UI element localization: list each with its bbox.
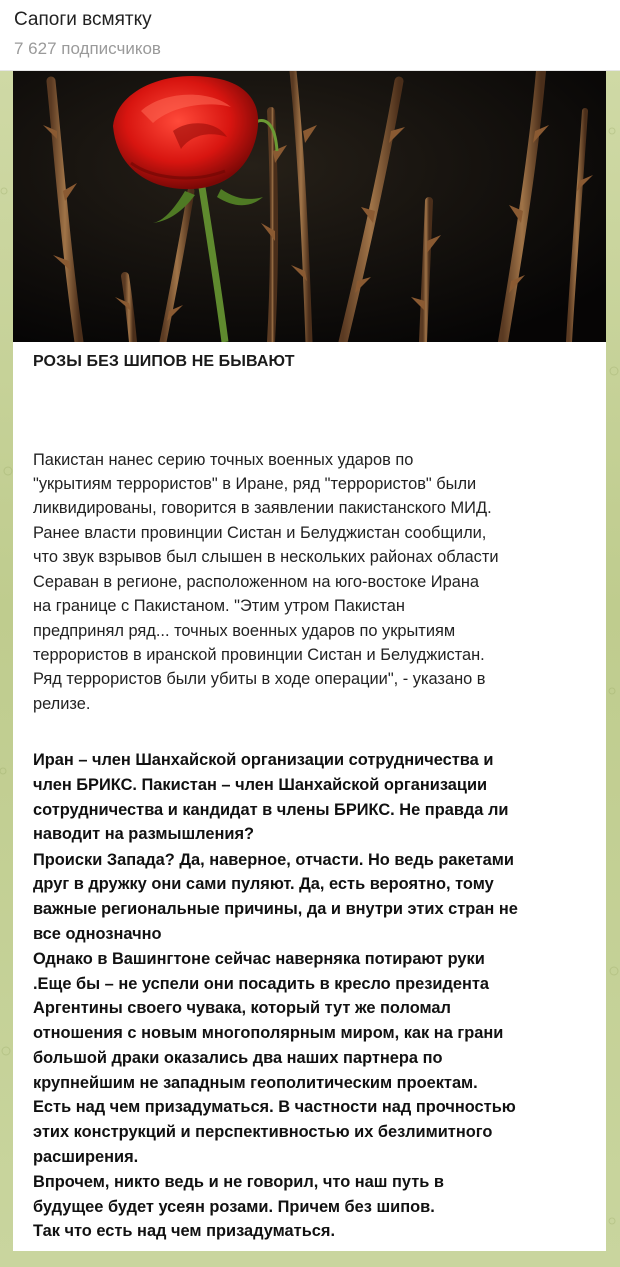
- text-line: ликвидированы, говорится в заявлении пакистанского МИД.: [33, 499, 492, 517]
- text-line: будущее будет усеян розами. Причем без шипов.: [33, 1198, 435, 1216]
- post-bubble: [13, 71, 606, 1251]
- text-line: важные региональные причины, да и внутри этих стран не: [33, 900, 518, 918]
- text-line: Так что есть над чем призадуматься.: [33, 1222, 336, 1240]
- channel-title[interactable]: Сапоги всмятку: [14, 9, 152, 30]
- text-line: крупнейшим не западным геополитическим проектам.: [33, 1074, 478, 1092]
- text-line: Впрочем, никто ведь и не говорил, что наш путь в: [33, 1173, 444, 1191]
- text-line: Сераван в регионе, расположенном на юго-востоке Ирана: [33, 573, 479, 591]
- text-line: Есть над чем призадуматься. В частности над прочностью: [33, 1098, 516, 1116]
- channel-header[interactable]: [0, 0, 620, 71]
- text-line: .Еще бы – не успели они посадить в кресло президента: [33, 975, 490, 993]
- text-line: большой драки оказались два наших партнера по: [33, 1049, 443, 1067]
- rose-with-thorns-image[interactable]: [13, 71, 606, 342]
- text-line: релизе.: [33, 695, 91, 713]
- text-line: Однако в Вашингтоне сейчас наверняка потирают руки: [33, 950, 485, 968]
- subscriber-count: 7 627 подписчиков: [14, 39, 161, 58]
- text-line: этих конструкций и перспективностью их безлимитного: [33, 1123, 493, 1141]
- text-line: на границе с Пакистаном. "Этим утром Пакистан: [33, 597, 405, 615]
- text-line: что звук взрывов был слышен в нескольких районах области: [33, 548, 499, 566]
- text-line: Ряд террористов были убиты в ходе операции", - указано в: [33, 670, 486, 688]
- text-line: наводит на размышления?: [33, 825, 255, 843]
- text-line: Пакистан нанес серию точных военных ударов по: [33, 451, 414, 469]
- post-title: РОЗЫ БЕЗ ШИПОВ НЕ БЫВАЮТ: [33, 353, 295, 370]
- text-line: предпринял ряд... точных военных ударов по укрытиям: [33, 622, 456, 640]
- text-line: Аргентины своего чувака, который тут же поломал: [33, 999, 451, 1017]
- text-line: Происки Запада? Да, наверное, отчасти. Но ведь ракетами: [33, 851, 514, 869]
- text-line: член БРИКС. Пакистан – член Шанхайской организации: [33, 776, 488, 794]
- text-line: друг в дружку они сами пуляют. Да, есть вероятно, тому: [33, 875, 494, 893]
- text-line: расширения.: [33, 1148, 139, 1166]
- text-line: сотрудничества и кандидат в члены БРИКС. Не правда ли: [33, 801, 509, 819]
- text-line: отношения с новым многополярным миром, как на грани: [33, 1024, 504, 1042]
- text-line: Иран – член Шанхайской организации сотрудничества и: [33, 751, 494, 769]
- text-line: Ранее власти провинции Систан и Белуджистан сообщили,: [33, 524, 487, 542]
- text-line: "укрытиям террористов" в Иране, ряд "террористов" были: [33, 475, 477, 493]
- text-line: террористов в иранской провинции Систан и Белуджистан.: [33, 646, 485, 664]
- text-line: все однозначно: [33, 925, 162, 943]
